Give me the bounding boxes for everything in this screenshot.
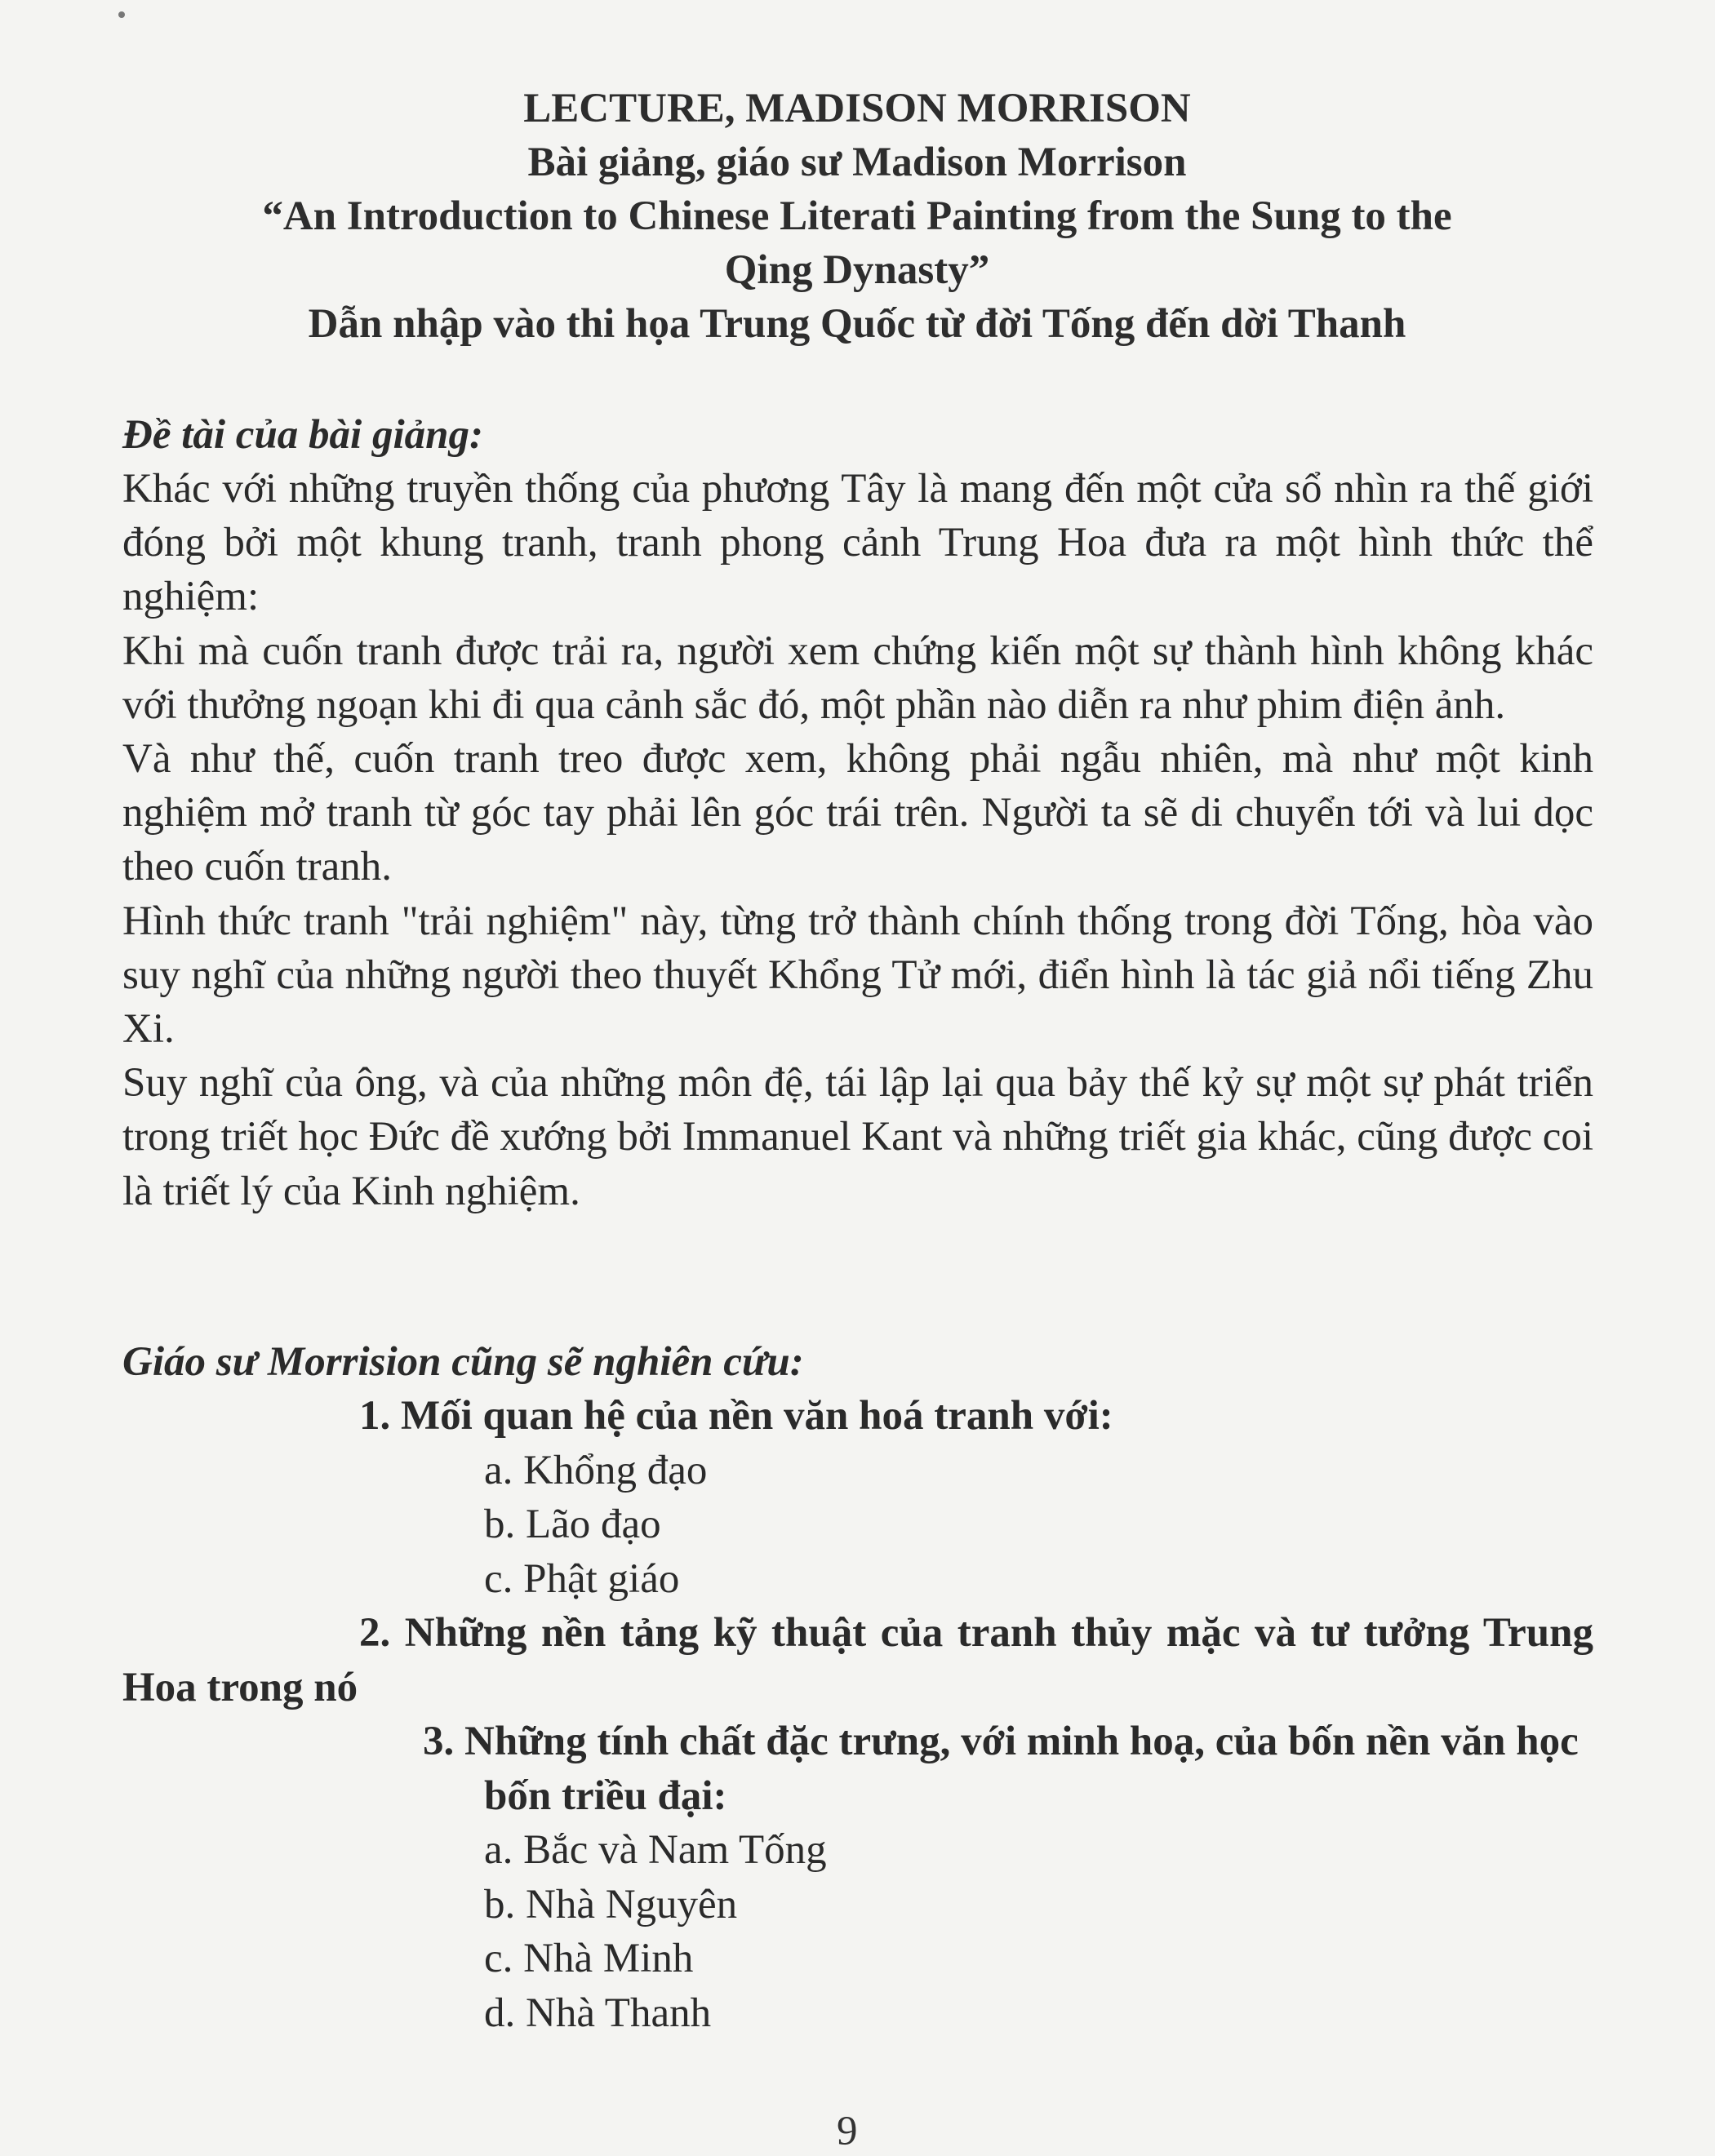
list-subitem: d. Nhà Thanh <box>484 1990 712 2036</box>
header-lecture-title-line1: “An Introduction to Chinese Literati Painting from the Sung to the <box>262 193 1452 239</box>
list-subitem: a. Bắc và Nam Tống <box>484 1827 827 1873</box>
header-lecture-title-vietnamese: Dẫn nhập vào thi họa Trung Quốc từ đời Tống đến dời Thanh <box>308 301 1406 347</box>
list-item-3: 3. Những tính chất đặc trưng, với minh hoạ, của bốn nền văn học bốn triều đại: <box>423 1719 1579 1819</box>
header-lecture-title-line2: Qing Dynasty” <box>724 247 990 293</box>
scan-speck <box>118 11 125 18</box>
topic-paragraph: Và như thế, cuốn tranh treo được xem, không phải ngẫu nhiên, mà như một kinh nghiệm mở tranh từ góc tay phải lên góc trái trên. Người ta sẽ di chuyển tới và lui dọc theo cuốn tranh. <box>122 736 1593 890</box>
page-number: 9 <box>837 2109 858 2154</box>
topic-paragraph: Hình thức tranh "trải nghiệm" này, từng trở thành chính thống trong đời Tống, hòa vào suy nghĩ của những người theo thuyết Khổng Tử mới, điển hình là tác giả nổi tiếng Zhu Xi. <box>122 898 1593 1053</box>
research-heading: Giáo sư Morrision cũng sẽ nghiên cứu: <box>122 1339 804 1385</box>
topic-paragraph: Khi mà cuốn tranh được trải ra, người xem chứng kiến một sự thành hình không khác với thưởng ngoạn khi đi qua cảnh sắc đó, một phần nào diễn ra như phim điện ảnh. <box>122 628 1593 728</box>
topic-paragraph: Suy nghĩ của ông, và của những môn đệ, tái lập lại qua bảy thế kỷ sự một sự phát triển trong triết học Đức đề xướng bởi Immanuel Kant và những triết gia khác, cũng được coi là triết lý của Kinh nghiệm. <box>122 1060 1593 1214</box>
topic-heading: Đề tài của bài giảng: <box>122 412 483 458</box>
list-subitem: b. Lão đạo <box>484 1502 661 1547</box>
list-item-2: 2. Những nền tảng kỹ thuật của tranh thủy mặc và tư tưởng Trung Hoa trong nó <box>122 1610 1593 1710</box>
list-subitem: a. Khổng đạo <box>484 1447 708 1493</box>
list-subitem: c. Phật giáo <box>484 1555 680 1602</box>
lecture-header <box>122 82 1592 351</box>
topic-paragraph: Khác với những truyền thống của phương Tây là mang đến một cửa sổ nhìn ra thế giới đóng bởi một khung tranh, tranh phong cảnh Trung Hoa đưa ra một hình thức thể nghiệm: <box>122 466 1593 620</box>
header-title: LECTURE, MADISON MORRISON <box>523 86 1191 131</box>
topic-body <box>122 462 1593 1218</box>
list-item-1: 1. Mối quan hệ của nền văn hoá tranh với: <box>359 1393 1113 1439</box>
list-subitem: c. Nhà Minh <box>484 1936 694 1981</box>
list-subitem: b. Nhà Nguyên <box>484 1881 738 1928</box>
header-subtitle-vietnamese: Bài giảng, giáo sư Madison Morrison <box>527 140 1187 185</box>
research-list <box>122 1389 1593 2040</box>
